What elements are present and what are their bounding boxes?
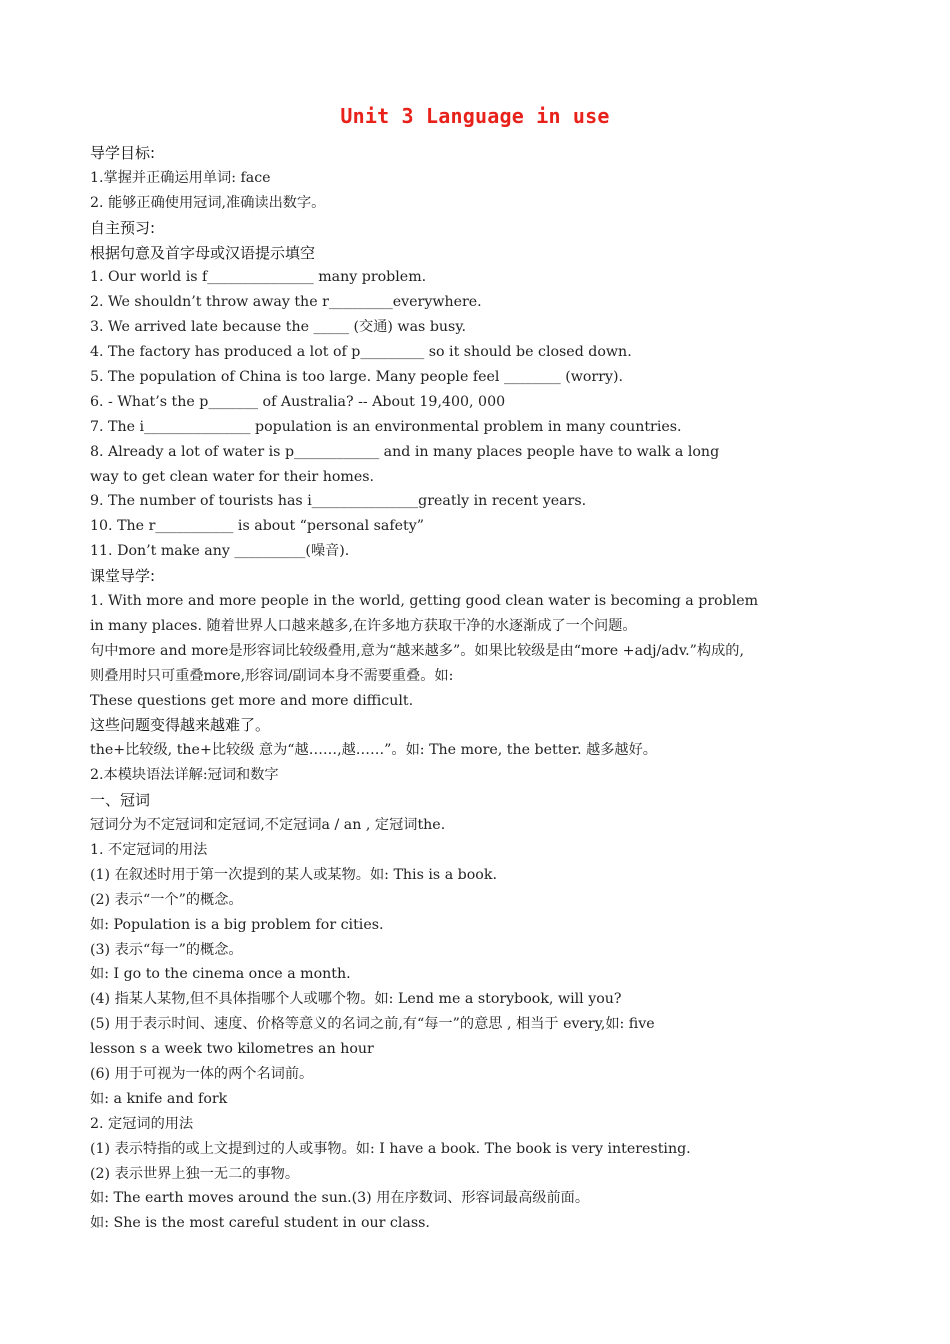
text-line: 11. Don’t make any __________(噪音). — [90, 543, 350, 560]
text-line: 2.本模块语法详解:冠词和数字 — [90, 767, 279, 784]
text-line: 7. The i_______________ population is an environmental problem in many countries. — [90, 418, 682, 435]
text-line: 如: I go to the cinema once a month. — [90, 966, 351, 983]
text-line: 10. The r___________ is about “personal safety” — [90, 518, 424, 535]
text-line: 8. Already a lot of water is p____________ and in many places people have to walk a long — [90, 443, 720, 460]
text-line: (5) 用于表示时间、速度、价格等意义的名词之前,有“每一”的意思 , 相当于 every,如: five — [90, 1016, 655, 1033]
text-line: 9. The number of tourists has i_______________greatly in recent years. — [90, 493, 587, 510]
page-title: Unit 3 Language in use — [340, 104, 610, 128]
text-line: 则叠用时只可重叠more,形容词/副词本身不需要重叠。如: — [90, 667, 454, 684]
text-line: (1) 表示特指的或上文提到过的人或事物。如: I have a book. The book is very interesting. — [90, 1140, 691, 1157]
text-line: in many places. 随着世界人口越来越多,在许多地方获取干净的水逐渐成了一个问题。 — [90, 617, 637, 634]
text-line: 2. We shouldn’t throw away the r_________everywhere. — [90, 294, 482, 311]
text-line: 5. The population of China is too large. Many people feel ________ (worry). — [90, 369, 624, 386]
text-line: 导学目标: — [90, 144, 156, 162]
text-line: 冠词分为不定冠词和定冠词,不定冠词a / an , 定冠词the. — [90, 817, 446, 834]
text-line: lesson s a week two kilometres an hour — [90, 1041, 374, 1058]
text-line: 3. We arrived late because the _____ (交通) was busy. — [90, 319, 466, 336]
text-line: 句中more and more是形容词比较级叠用,意为“越来越多”。如果比较级是由“more +adj/adv.”构成的, — [90, 642, 744, 659]
text-line: 4. The factory has produced a lot of p_________ so it should be closed down. — [90, 344, 632, 361]
text-line: 如: a knife and fork — [90, 1090, 228, 1107]
text-line: 1. With more and more people in the world, getting good clean water is becoming a problem — [90, 593, 759, 610]
text-line: 课堂导学: — [90, 567, 156, 586]
text-line: (1) 在叙述时用于第一次提到的某人或某物。如: This is a book. — [90, 866, 497, 883]
text-line: (6) 用于可视为一体的两个名词前。 — [90, 1065, 314, 1082]
document-body — [90, 141, 865, 1236]
text-line: 这些问题变得越来越难了。 — [90, 716, 271, 735]
text-line: 1.掌握并正确运用单词: face — [90, 169, 271, 186]
text-line: 如: She is the most careful student in our class. — [90, 1215, 430, 1232]
text-line: way to get clean water for their homes. — [90, 468, 375, 485]
text-line: 1. Our world is f_______________ many problem. — [90, 269, 427, 286]
text-line: 2. 能够正确使用冠词,准确读出数字。 — [90, 194, 326, 211]
text-line: 自主预习: — [90, 218, 156, 237]
text-line: 一、冠词 — [90, 791, 151, 810]
text-line: 2. 定冠词的用法 — [90, 1115, 194, 1132]
text-line: 6. - What’s the p_______ of Australia? -- About 19,400, 000 — [90, 393, 506, 410]
text-line: (2) 表示“一个”的概念。 — [90, 891, 243, 908]
text-line: 根据句意及首字母或汉语提示填空 — [90, 243, 316, 262]
text-line: (2) 表示世界上独一无二的事物。 — [90, 1165, 300, 1182]
text-line: 如: The earth moves around the sun.(3) 用在序数词、形容词最高级前面。 — [90, 1190, 590, 1207]
text-line: the+比较级, the+比较级 意为“越……,越……”。如: The more, the better. 越多越好。 — [90, 742, 657, 759]
text-line: (4) 指某人某物,但不具体指哪个人或哪个物。如: Lend me a storybook, will you? — [90, 991, 622, 1008]
text-line: These questions get more and more difficult. — [90, 692, 414, 709]
text-line: 1. 不定冠词的用法 — [90, 841, 208, 858]
text-line: 如: Population is a big problem for cities. — [90, 916, 384, 933]
text-line: (3) 表示“每一”的概念。 — [90, 941, 243, 958]
